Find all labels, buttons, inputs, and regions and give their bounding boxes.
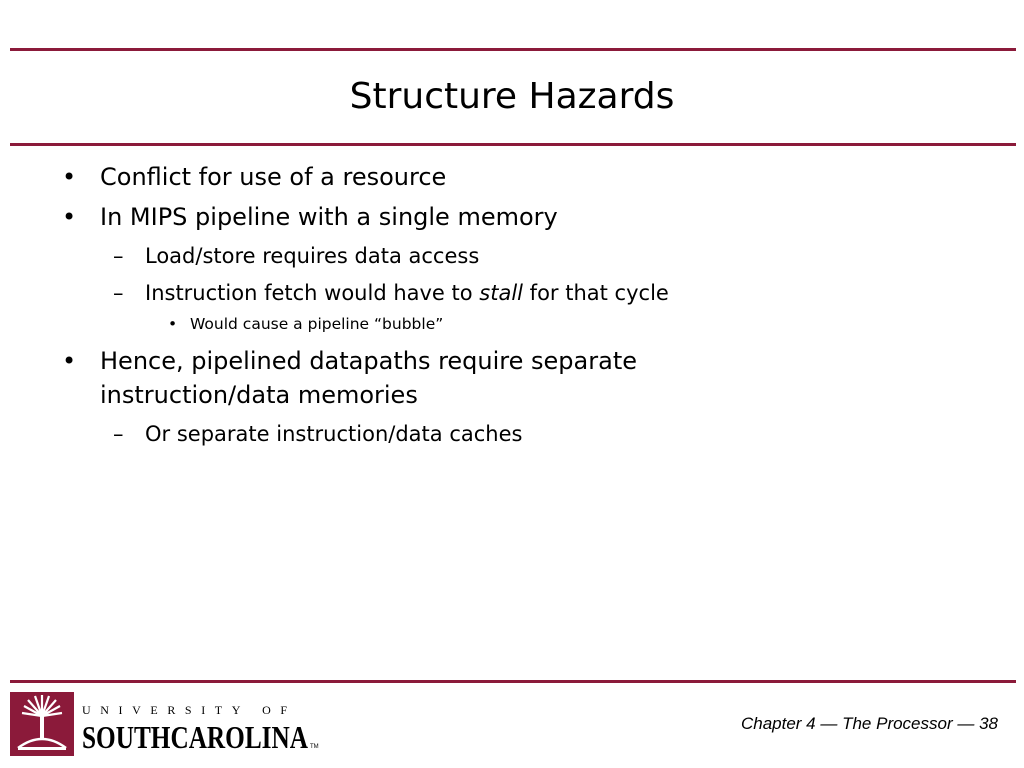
bullet-marker: • xyxy=(62,163,77,191)
slide-footer-caption: Chapter 4 — The Processor — 38 xyxy=(740,714,998,733)
dash-marker: – xyxy=(113,422,124,446)
sub-sub-bullet-text: Would cause a pipeline “bubble” xyxy=(190,315,444,333)
university-logo xyxy=(10,692,330,758)
logo-trademark: TM xyxy=(310,744,319,750)
bullet-marker: • xyxy=(62,203,77,231)
dash-marker: – xyxy=(113,281,124,305)
bullet-item xyxy=(62,344,637,412)
bullet-text: In MIPS pipeline with a single memory xyxy=(100,203,558,231)
sub-bullet-item xyxy=(113,278,669,308)
bullet-marker: • xyxy=(62,347,77,375)
logo-university-of: UNIVERSITY OF xyxy=(82,703,297,717)
footer-divider xyxy=(10,680,1016,683)
dash-marker: – xyxy=(113,244,124,268)
slide-title: Structure Hazards xyxy=(349,76,675,117)
sub-bullet-text: Or separate instruction/data caches xyxy=(145,422,523,446)
title-divider xyxy=(10,143,1016,146)
bullet-marker: • xyxy=(168,315,178,333)
sub-bullet-item xyxy=(113,241,480,271)
bullet-text: Conflict for use of a resource xyxy=(100,163,447,191)
bullet-item xyxy=(62,160,447,194)
bullet-item xyxy=(62,200,558,234)
bullet-text-line-2: instruction/data memories xyxy=(100,381,418,409)
logo-south-carolina: SOUTHCAROLINA xyxy=(82,719,308,755)
sub-sub-bullet-item xyxy=(168,313,444,335)
sub-bullet-text: Load/store requires data access xyxy=(145,244,480,268)
sub-bullet-text-tail: for that cycle xyxy=(523,281,669,305)
top-divider xyxy=(10,48,1016,51)
sub-bullet-item xyxy=(113,419,523,449)
stall-emphasis: stall xyxy=(479,281,523,305)
sub-bullet-text: Instruction fetch would have to xyxy=(145,281,480,305)
bullet-text-line-1: Hence, pipelined datapaths require separate xyxy=(100,347,637,375)
